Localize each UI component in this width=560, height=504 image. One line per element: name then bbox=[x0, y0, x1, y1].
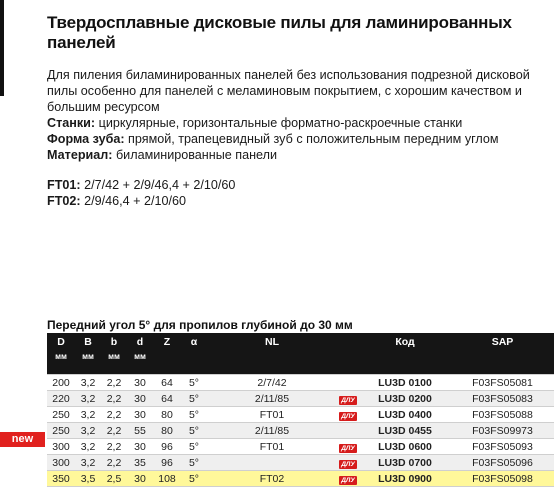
spec-table bbox=[47, 333, 554, 487]
column-header: d bbox=[127, 333, 153, 348]
table-units-row bbox=[47, 348, 554, 362]
column-header: Z bbox=[153, 333, 181, 348]
tooth-codes bbox=[47, 177, 235, 209]
cell-b: 3,2 bbox=[75, 455, 101, 471]
cell-z: 108 bbox=[153, 471, 181, 487]
cell-b: 2,2 bbox=[101, 423, 127, 439]
table-row bbox=[47, 471, 554, 487]
cell-icon bbox=[337, 439, 359, 455]
cell-code: LU3D 0900 bbox=[359, 471, 451, 487]
cell-z: 64 bbox=[153, 391, 181, 407]
cell-code: LU3D 0455 bbox=[359, 423, 451, 439]
cell-icon bbox=[337, 455, 359, 471]
cell-b: 3,2 bbox=[75, 375, 101, 391]
cell-nl: 2/11/85 bbox=[207, 391, 337, 407]
cell-d: 30 bbox=[127, 407, 153, 423]
column-unit bbox=[181, 348, 207, 362]
left-accent-bar bbox=[0, 0, 4, 96]
cell-z: 80 bbox=[153, 423, 181, 439]
cell-d: 30 bbox=[127, 391, 153, 407]
column-unit: мм bbox=[127, 348, 153, 362]
cell-b: 3,2 bbox=[75, 391, 101, 407]
cell-b: 2,2 bbox=[101, 439, 127, 455]
cell-nl: 2/11/85 bbox=[207, 423, 337, 439]
dlu-label-icon: ДЛУ bbox=[341, 476, 355, 484]
cell-nl: FT01 bbox=[207, 407, 337, 423]
cell-b: 2,2 bbox=[101, 391, 127, 407]
code-line-ft02 bbox=[47, 193, 235, 209]
cell-a: 5° bbox=[181, 407, 207, 423]
dlu-label-icon: ДЛУ bbox=[341, 444, 355, 452]
column-unit bbox=[359, 348, 451, 362]
column-unit bbox=[153, 348, 181, 362]
table-header-row bbox=[47, 333, 554, 348]
cell-a: 5° bbox=[181, 423, 207, 439]
page-title: Твердосплавные дисковые пилы для ламинированных панелей bbox=[47, 13, 512, 52]
machines-value: циркулярные, горизонтальные форматно-раскроечные станки bbox=[95, 116, 463, 130]
cell-icon bbox=[337, 423, 359, 439]
table-row bbox=[47, 407, 554, 423]
tooth-label: Форма зуба: bbox=[47, 132, 125, 146]
code-value: 2/7/42 + 2/9/46,4 + 2/10/60 bbox=[80, 178, 236, 192]
cell-code: LU3D 0200 bbox=[359, 391, 451, 407]
tooth-line bbox=[47, 131, 532, 147]
table-row bbox=[47, 455, 554, 471]
code-value: 2/9/46,4 + 2/10/60 bbox=[80, 194, 186, 208]
cell-d: 300 bbox=[47, 439, 75, 455]
column-unit bbox=[451, 348, 554, 362]
cell-a: 5° bbox=[181, 471, 207, 487]
cell-b: 2,2 bbox=[101, 455, 127, 471]
material-line bbox=[47, 147, 532, 163]
cell-d: 30 bbox=[127, 439, 153, 455]
cell-icon bbox=[337, 407, 359, 423]
tooth-value: прямой, трапецевидный зуб с положительным передним углом bbox=[124, 132, 499, 146]
column-unit: мм bbox=[75, 348, 101, 362]
cell-d: 300 bbox=[47, 455, 75, 471]
cell-d: 30 bbox=[127, 471, 153, 487]
cell-d: 350 bbox=[47, 471, 75, 487]
column-header: D bbox=[47, 333, 75, 348]
cell-b: 3,2 bbox=[75, 439, 101, 455]
cell-b: 2,2 bbox=[101, 407, 127, 423]
dlu-label-icon: ДЛУ bbox=[341, 460, 355, 468]
code-label: FT02: bbox=[47, 194, 81, 208]
cell-sap: F03FS05088 bbox=[451, 407, 554, 423]
cell-nl: FT02 bbox=[207, 471, 337, 487]
cell-d: 55 bbox=[127, 423, 153, 439]
cell-b: 3,2 bbox=[75, 407, 101, 423]
cell-code: LU3D 0400 bbox=[359, 407, 451, 423]
cell-sap: F03FS05098 bbox=[451, 471, 554, 487]
cell-code: LU3D 0100 bbox=[359, 375, 451, 391]
cell-d: 35 bbox=[127, 455, 153, 471]
code-line-ft01 bbox=[47, 177, 235, 193]
column-header: B bbox=[75, 333, 101, 348]
cell-z: 64 bbox=[153, 375, 181, 391]
cell-icon bbox=[337, 391, 359, 407]
cell-sap: F03FS05081 bbox=[451, 375, 554, 391]
cell-b: 2,5 bbox=[101, 471, 127, 487]
column-header: Код bbox=[359, 333, 451, 348]
column-header: NL bbox=[207, 333, 337, 348]
cell-d: 200 bbox=[47, 375, 75, 391]
column-unit: мм bbox=[101, 348, 127, 362]
table-row bbox=[47, 423, 554, 439]
cell-a: 5° bbox=[181, 439, 207, 455]
column-unit: мм bbox=[47, 348, 75, 362]
cell-code: LU3D 0600 bbox=[359, 439, 451, 455]
cell-b: 2,2 bbox=[101, 375, 127, 391]
cell-a: 5° bbox=[181, 391, 207, 407]
description-block bbox=[47, 67, 532, 163]
cell-a: 5° bbox=[181, 375, 207, 391]
material-value: биламинированные панели bbox=[112, 148, 278, 162]
material-label: Материал: bbox=[47, 148, 113, 162]
cell-d: 30 bbox=[127, 375, 153, 391]
cell-icon bbox=[337, 375, 359, 391]
cell-z: 96 bbox=[153, 455, 181, 471]
cell-code: LU3D 0700 bbox=[359, 455, 451, 471]
cell-sap: F03FS05096 bbox=[451, 455, 554, 471]
description-intro: Для пиления биламинированных панелей без использования подрезной дисковой пилы особенно для панелей с меламиновым покрытием, с хорошим качеством и большим ресурсом bbox=[47, 68, 530, 114]
cell-b: 3,2 bbox=[75, 423, 101, 439]
column-unit bbox=[337, 348, 359, 362]
table-title: Передний угол 5° для пропилов глубиной до 30 мм bbox=[47, 318, 353, 332]
machines-label: Станки: bbox=[47, 116, 96, 130]
cell-a: 5° bbox=[181, 455, 207, 471]
column-header: b bbox=[101, 333, 127, 348]
new-badge: new bbox=[0, 432, 45, 447]
machines-line bbox=[47, 115, 532, 131]
code-label: FT01: bbox=[47, 178, 81, 192]
cell-sap: F03FS05093 bbox=[451, 439, 554, 455]
table-row bbox=[47, 391, 554, 407]
column-unit bbox=[207, 348, 337, 362]
cell-nl bbox=[207, 455, 337, 471]
cell-z: 80 bbox=[153, 407, 181, 423]
cell-d: 250 bbox=[47, 423, 75, 439]
table-row bbox=[47, 439, 554, 455]
cell-icon bbox=[337, 471, 359, 487]
column-header: SAP bbox=[451, 333, 554, 348]
column-header: α bbox=[181, 333, 207, 348]
table-row bbox=[47, 375, 554, 391]
dlu-label-icon: ДЛУ bbox=[341, 412, 355, 420]
cell-sap: F03FS09973 bbox=[451, 423, 554, 439]
cell-sap: F03FS05083 bbox=[451, 391, 554, 407]
table-header-spacer bbox=[47, 362, 554, 375]
cell-z: 96 bbox=[153, 439, 181, 455]
cell-nl: 2/7/42 bbox=[207, 375, 337, 391]
table-body bbox=[47, 375, 554, 487]
dlu-label-icon: ДЛУ bbox=[341, 396, 355, 404]
cell-d: 250 bbox=[47, 407, 75, 423]
cell-b: 3,5 bbox=[75, 471, 101, 487]
column-header bbox=[337, 333, 359, 348]
cell-nl: FT01 bbox=[207, 439, 337, 455]
cell-d: 220 bbox=[47, 391, 75, 407]
